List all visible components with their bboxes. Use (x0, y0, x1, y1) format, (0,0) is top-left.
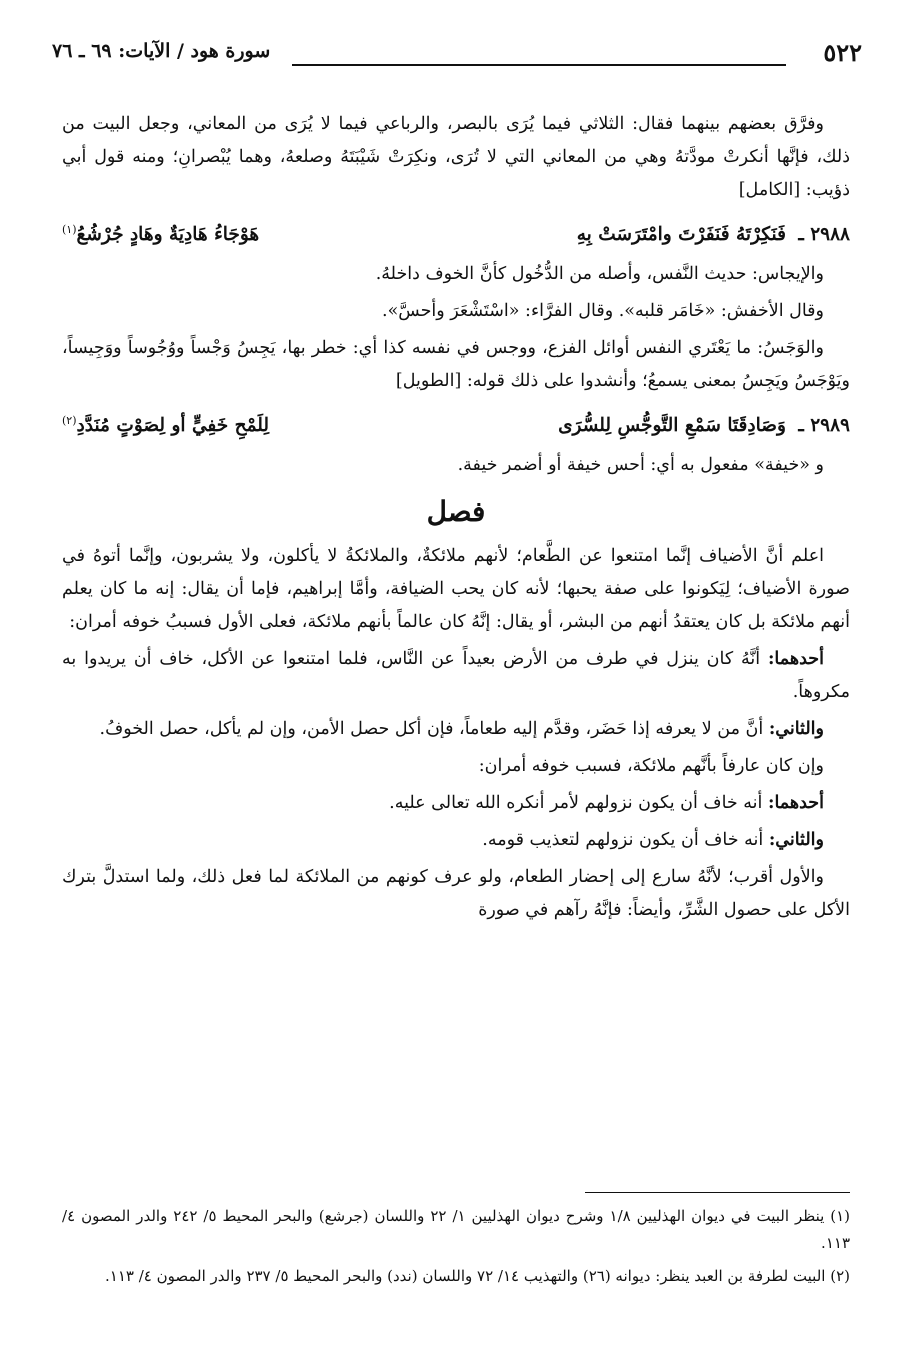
item-label: والثاني: (768, 830, 824, 851)
poem-verse (62, 211, 850, 254)
verse-first-text: وَصَادِقَتَا سَمْعِ التَّوجُّسِ لِلسُّرَى (558, 415, 786, 437)
verse-number: ٢٩٨٩ ـ (798, 415, 850, 437)
footnote-marker: (٢) (62, 414, 77, 428)
header-rule (292, 64, 786, 66)
verse-second-hemistich (62, 402, 269, 445)
page-number: ٥٢٢ (823, 38, 862, 67)
verse-first-hemistich (558, 407, 850, 445)
paragraph: اعلم أنَّ الأضياف إنَّما امتنعوا عن الطَّعام؛ لأنهم ملائكةٌ، والملائكةُ لا يأكلون، ولا يشربون، وإنَّما أتوهُ في صورة الأضياف؛ لِيَكونوا على صفة يحبها؛ لأنه كان يحب الضيافة، وأمَّا إبراهيم، فإما أن يقال: إنه ما كان يعلم أنهم ملائكة بل كان يعتقدُ أنهم من البشر، أو يقال: إنَّهُ كان عالماً بأنهم ملائكة، فعلى الأول فسببُ خوفه أمران: (62, 546, 850, 633)
verse-second-text: لِلَمْحِ خَفِيٍّ أو لِصَوْتٍ مُنَدَّدِ (76, 415, 270, 437)
page-header (52, 38, 862, 74)
running-title: سورة هود / الآيات: ٦٩ ـ ٧٦ (52, 40, 271, 62)
footnote: (٢) البيت لطرفة بن العبد ينظر: ديوانه (٢٦) والتهذيب ١٤/ ٧٢ واللسان (ندد) والبحر المحيط ٥/ ٢٣٧ والدر المصون ٤/ ١١٣. (105, 1267, 850, 1285)
paragraph-text: والوَجَسُ: ما يَعْتَري النفس أوائل الفزع، ووجس في نفسه كذا أي: خطر بها، يَجِسُ وَجْساً ووُجُوساً ووَجِيساً، ويَوْجَسُ ويَجِسُ بمعنى يسمعُ؛ وأنشدوا على ذلك قوله: (62, 338, 850, 392)
item-label: والثاني: (768, 719, 824, 740)
footnote-rule (585, 1192, 850, 1193)
paragraph-text: أنَّهُ كان ينزل في طرف من الأرض بعيداً عن النَّاس، فلما امتنعوا عن الأكل، خاف أن يريدوا به مكروهاً. (62, 649, 850, 703)
verse-second-hemistich (62, 211, 259, 254)
paragraph (62, 643, 850, 709)
meter-label: [الكامل] (738, 180, 801, 200)
verse-first-text: فَنَكِرْتَهُ فَنَفَرْتَ وامْتَرَسَتْ بِهِ (576, 224, 786, 246)
paragraph: وإن كان عارفاً بأنَّهم ملائكة، فسبب خوفه أمران: (478, 756, 824, 777)
footnotes (62, 1192, 850, 1296)
paragraph-text: أنه خاف أن يكون نزولهم لتعذيب قومه. (482, 830, 764, 851)
paragraph: و «خيفة» مفعول به أي: أحس خيفة أو أضمر خيفة. (457, 455, 824, 476)
footnote: (١) ينظر البيت في ديوان الهذليين ١/٨ وشرح ديوان الهذليين ١/ ٢٢ واللسان (جرشع) والبحر المحيط ٥/ ٢٤٢ والدر المصون ٤/ ١١٣. (62, 1207, 851, 1252)
verse-second-text: هَوْجَاءُ هَادِيَةٌ وهَادٍ جُرْشُعُ (76, 224, 260, 246)
section-title: فصل (426, 495, 486, 529)
main-text (62, 108, 850, 931)
poem-verse (62, 402, 850, 445)
paragraph-text: وفرَّق بعضهم بينهما فقال: الثلاثي فيما يُرَى بالبصر، والرباعي فيما لا يُرَى من المعاني، وجعل البيت من ذلك، فإنَّها أنكرتْ مودَّتهُ وهي من المعاني التي لا تُرَى، ونكِرَتْ شَيْبَتَهُ وصلعهُ، وهما يُبْصرانِ؛ ومنه قول أبي ذؤيب: (62, 114, 850, 200)
meter-label: [الطويل] (395, 371, 462, 392)
paragraph-text: أنَّ من لا يعرفه إذا حَضَر، وقدَّم إليه طعاماً، فإن أكل حصل الأمن، وإن لم يأكل، حصل الخوفُ. (99, 719, 764, 740)
verse-number: ٢٩٨٨ ـ (798, 224, 850, 246)
paragraph-text: أنه خاف أن يكون نزولهم لأمر أنكره الله تعالى عليه. (389, 793, 763, 814)
paragraph (62, 787, 850, 820)
paragraph (62, 108, 850, 207)
paragraph: والأول أقرب؛ لأنَّهُ سارع إلى إحضار الطعام، ولو عرف كونهم من الملائكة لما فعل ذلك، ولما استدلَّ بترك الأكل على حصول الشَّرِّ، وأيضاً: فإنَّهُ رآهم في صورة (62, 867, 850, 921)
verse-first-hemistich (577, 216, 850, 254)
paragraph (62, 824, 850, 857)
paragraph (62, 713, 850, 746)
paragraph: والإيجاس: حديث النَّفس، وأصله من الدُّخُول كأنَّ الخوف داخلهُ. (375, 264, 824, 285)
footnote-marker: (١) (62, 223, 77, 236)
paragraph: وقال الأخفش: «خَامَر قلبه». وقال الفرَّاء: «اسْتَشْعَرَ وأحسَّ». (382, 301, 824, 322)
item-label: أحدهما: (767, 793, 824, 814)
paragraph (62, 332, 850, 398)
item-label: أحدهما: (767, 649, 824, 670)
